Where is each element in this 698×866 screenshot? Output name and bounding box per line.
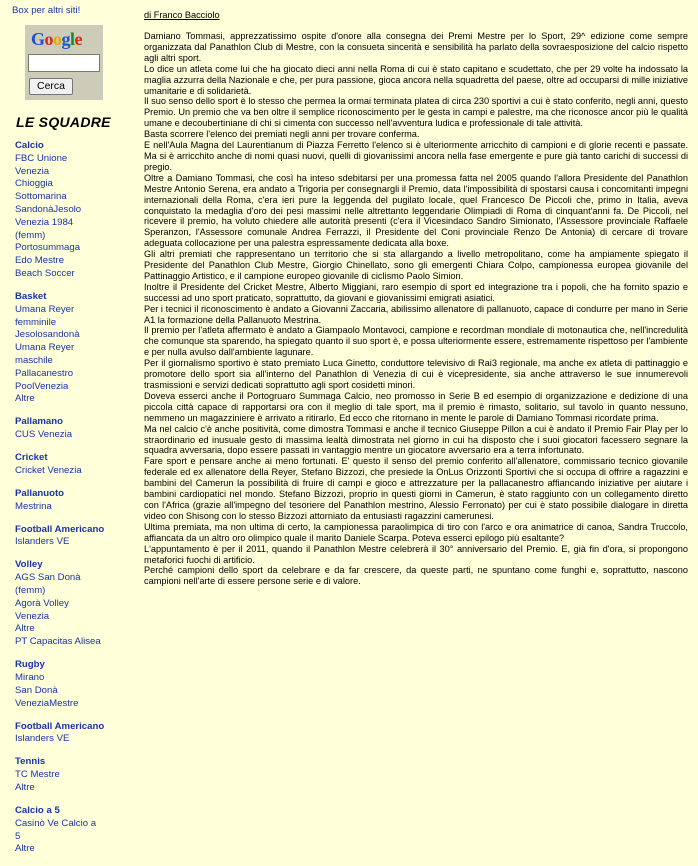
team-link[interactable]: Portosummaga — [15, 242, 81, 254]
teams-section-title: LE SQUADRE — [16, 114, 111, 130]
team-link[interactable]: Beach Soccer — [15, 267, 75, 279]
team-category-title: Football Americano — [15, 523, 105, 535]
google-logo: Google — [31, 29, 83, 49]
team-link[interactable]: PoolVenezia — [15, 380, 69, 392]
article-paragraph: Ma nel calcio c'è anche positività, come dimostra Tommasi e anche il tecnico Giuseppe Pillon a cui è andato il Premio Fair Play per lo straordinario ed inusuale gesto di massima lealtà dimostrata nel giorno in cui ha disposto che i suoi giocatori facessero segnare la squadra avversaria, dopo essere passati in vantaggio mentre un giocatore avversario era a terra infortunato. — [144, 423, 688, 456]
team-link[interactable]: 5 — [15, 830, 21, 842]
team-link[interactable]: Edo Mestre — [15, 255, 65, 267]
team-link[interactable]: Islanders VE — [15, 733, 70, 745]
team-link[interactable]: Venezia — [15, 165, 50, 177]
search-box-link[interactable]: Box per altri siti! — [12, 5, 81, 16]
sidebar — [0, 0, 130, 860]
article-paragraph: Per i tecnici il riconoscimento è andato a Giovanni Zaccaria, abilissimo allenatore di pallanuoto, capace di condurre per mano in Serie A1 la formazione della Pallanuoto Mestrina. — [144, 303, 688, 325]
team-category-title: Cricket — [15, 452, 48, 464]
team-link[interactable]: Mirano — [15, 672, 45, 683]
team-link[interactable]: Agorà Volley — [15, 597, 69, 609]
search-button[interactable]: Cerca — [29, 78, 73, 95]
article-paragraph: Basta scorrere l'elenco dei premiati negli anni per trovare conferma. — [144, 129, 420, 140]
team-link[interactable]: Chioggia — [15, 178, 53, 190]
team-link[interactable]: CUS Venezia — [15, 429, 73, 441]
team-category-title: Calcio — [15, 140, 44, 151]
article-paragraph: Gli altri premiati che rappresentano un territorio che si sta allargando a livello metropolitano, come ha ampiamente spiegato il Presidente del Panathlon Club Mestre, Giorgio Chinellato, sono gli emergenti Chiara Colpo, campionessa europea giovanile del Pattinaggio Artistico, e il campione europeo giovanile di ciclismo Paolo Simion. — [144, 249, 688, 281]
search-input[interactable] — [28, 54, 100, 72]
team-link[interactable]: Altre — [15, 843, 35, 855]
article-paragraph: Damiano Tommasi, apprezzatissimo ospite d'onore alla consegna dei Premi Mestre per lo Sport, 29^ edizione come sempre organizzata dal Panathlon Club di Mestre, con la consueta sincerità e sensibilità ha parlato della sovraesposizione del calcio rispetto agli altri sport. — [144, 31, 688, 63]
team-link[interactable]: San Donà — [15, 684, 58, 696]
team-category — [15, 416, 127, 442]
team-category-title: Pallamano — [15, 416, 63, 428]
team-link[interactable]: Altre — [15, 623, 35, 635]
teams-list — [15, 140, 127, 866]
team-link[interactable]: VeneziaMestre — [15, 697, 79, 709]
article-paragraph: Il premio per l'atleta affermato è andato a Giampaolo Montavoci, campione e recordman mondiale di motonautica che, nell'incredulità che comunque sta sparendo, ha spiegato quanto il suo sport è, e possa ulteriormente essere, estremamente rispettoso per l'ambiente e per nulla avulso dall'ambiente lagunare. — [144, 325, 688, 358]
team-link[interactable]: Cricket Venezia — [15, 464, 82, 476]
team-category — [15, 756, 127, 794]
team-link[interactable]: TC Mestre — [15, 769, 60, 781]
team-category — [15, 140, 127, 281]
google-search-widget — [25, 25, 103, 100]
team-link[interactable]: maschile — [15, 354, 53, 366]
team-category-title: Tennis — [15, 756, 46, 768]
article-paragraph: Il suo senso dello sport è lo stesso che permea la ormai terminata platea di circa 230 sportivi a cui è stato conferito, negli anni, questo Premio. Un premio che va ben oltre il semplice riconoscimento per le gesta in campi e palestre, ma che riconosce ancor più le qualità umane e decoubertiniane di chi si cimenta con successo nell'avventura ludica e professionale di tale attività. — [144, 96, 688, 129]
article-paragraph: Per il giornalismo sportivo è stato premiato Luca Ginetto, conduttore televisivo di Rai3 regionale, ma anche ex atleta di pattinaggio e promotore dello sport sia all'interno del Panathlon di Venezia di cui è vicepresidente, sia anche attraverso le sue innumerevoli trasmissioni e servizi dedicati soprattutto agli sport cosidetti minori. — [144, 358, 688, 390]
team-category — [15, 721, 127, 747]
article-paragraph: Lo dice un atleta come lui che ha giocato dieci anni nella Roma di cui è stato capitano e scudettato, che per 29 volte ha indossato la maglia azzurra della Nazionale e che, per pura passione, gioca ancora nella squadretta del paese, oltre ad occuparsi di mille iniziative umanitarie e di solidarietà. — [144, 63, 688, 96]
article-body — [144, 31, 688, 587]
team-link[interactable]: Umana Reyer — [15, 342, 75, 354]
team-category-title: Rugby — [15, 659, 45, 671]
team-link[interactable]: Altre — [15, 781, 35, 793]
team-category — [15, 452, 127, 478]
team-category-title: Volley — [15, 559, 43, 571]
team-link[interactable]: femminile — [15, 316, 57, 328]
article-paragraph: E nell'Aula Magna del Laurentianum di Piazza Ferretto l'elenco si è ulteriormente arricchito di campioni e di glorie recenti e passate. Ma si è arricchito anche di nomi quasi nuovi, quelli di giovanissimi ancora nella fase emergente e pure già tanto carichi di successi di pregio. — [144, 140, 688, 172]
team-link[interactable]: Umana Reyer — [15, 303, 75, 315]
team-link[interactable]: Pallacanestro — [15, 367, 74, 379]
team-category — [15, 524, 127, 550]
team-category-title: Pallanuoto — [15, 487, 65, 499]
team-link[interactable]: Jesolosandonà — [15, 329, 80, 341]
team-link[interactable]: (femm) — [15, 229, 46, 241]
article-paragraph: Perché campioni dello sport da celebrare e da far crescere, da queste parti, ne spuntano come funghi e, soprattutto, nascono campioni nell'arte di essere persone serie e di valore. — [144, 565, 688, 587]
article-paragraph: Doveva esserci anche il Portogruaro Summaga Calcio, neo promosso in Serie B ed esempio di organizzazione e dedizione di una piccola città capace di rapportarsi ora con il meglio di tale sport, ma il premio è rimasto, solitario, sul tavolo in quanto nessuno, nemmeno un magazziniere è arrivato a ritirarlo. Ed ecco che ritornano in mente le parole di Damiano Tommasi ricordate prima. — [144, 390, 688, 423]
team-link[interactable]: FBC Unione — [15, 152, 68, 164]
team-category-title: Football Americano — [15, 720, 105, 732]
team-link[interactable]: PT Capacitas Alisea — [15, 636, 101, 648]
team-category-title: Basket — [15, 290, 47, 302]
team-category — [15, 805, 127, 856]
team-category — [15, 559, 127, 649]
article-author: di Franco Bacciolo — [144, 10, 220, 20]
team-link[interactable]: SandonàJesolo — [15, 203, 82, 215]
team-category — [15, 291, 127, 406]
article-paragraph: Inoltre il Presidente del Cricket Mestre, Alberto Miggiani, raro esempio di sport ed integrazione tra i popoli, che ha fornito spazio e successi ad uno sport praticato, soprattutto, da giovani e giovanissimi emigrati asiatici. — [144, 281, 688, 303]
team-category — [15, 488, 127, 514]
team-link[interactable]: Sottomarina — [15, 191, 67, 203]
team-link[interactable]: Venezia — [15, 610, 50, 622]
team-category-title: Calcio a 5 — [15, 804, 60, 816]
team-category — [15, 659, 127, 710]
article-paragraph: L'appuntamento è per il 2011, quando il Panathlon Mestre celebrerà il 30° anniversario del Premio. E, già fin d'ora, si propongono metaforici fuochi di artificio. — [144, 543, 688, 565]
team-link[interactable]: Casinò Ve Calcio a — [15, 817, 97, 829]
team-link[interactable]: Mestrina — [15, 500, 52, 512]
team-link[interactable]: Islanders VE — [15, 536, 70, 548]
team-link[interactable]: Venezia 1984 — [15, 216, 74, 228]
article-paragraph: Ultima premiata, ma non ultima di certo, la campionessa paraolimpica di tiro con l'arco e ora animatrice di canoa, Sandra Truccolo, affiancata da un altro oro olimpico quale il marito Daniele Scarpa. Poteva esserci epilogo più esaltante? — [144, 521, 688, 543]
team-link[interactable]: AGS San Donà — [15, 572, 81, 584]
team-link[interactable]: (femm) — [15, 585, 46, 597]
team-link[interactable]: Altre — [15, 393, 35, 405]
article — [144, 9, 688, 587]
article-paragraph: Fare sport e pensare anche ai meno fortunati. E' questo il senso del premio conferito all'allenatore, commissario tecnico giovanile federale ed ex allenatore della Reyer, Stefano Bizzozi, che presiede la OnLus Orizzonti Sportivi che si occupa di offrire a ragazzini e bambini del Camerun la possibilità di fruire di campi e gioco e attrezzature per la pallacanestro affiancando iniziative per aiutare i bambini cardiopatici nel mondo. Stefano Bizzozi, proprio in questi giorni in Camerun, è stato raggiunto con un collegamento diretto con l'Africa (grazie all'impegno del tesoriere del Panathlon mestrino, Alessio Ferronato) per cui è stato possibile dialogare in diretta video con Shisong con lo stesso Bizzozi attorniato da entusiasti ragazzini camerunesi. — [144, 456, 688, 521]
article-paragraph: Oltre a Damiano Tommasi, che così ha inteso sdebitarsi per una promessa fatta nel 2005 quando l'allora Presidente del Panathlon Mestre Antonio Serena, era andato a Trigoria per consegnargli il Premio, data l'impossibilità di spostarsi causa i concomitanti impegni internazionali della Roma, c'era ieri pure la leggenda del pugilato locale, quel Francesco De Piccoli che, primo in Italia, aveva conquistato la medaglia d'oro dei pesi massimi nelle altrettanto leggendarie Olimpiadi di Roma di cinquant'anni fa. De Piccoli, nel ricevere il premio, ha voluto chiedere alle autorità presenti (c'era il Vicesindaco Sandro Simionato, l'Assessore provinciale Raffaele Speranzon, l'Assessore comunale Andrea Ferrazzi, il Presidente del Coni provinciale Renzo De Antonia) di cercare di trovare adeguata collocazione per una palestra espressamente dedicata alla boxe. — [144, 172, 688, 249]
